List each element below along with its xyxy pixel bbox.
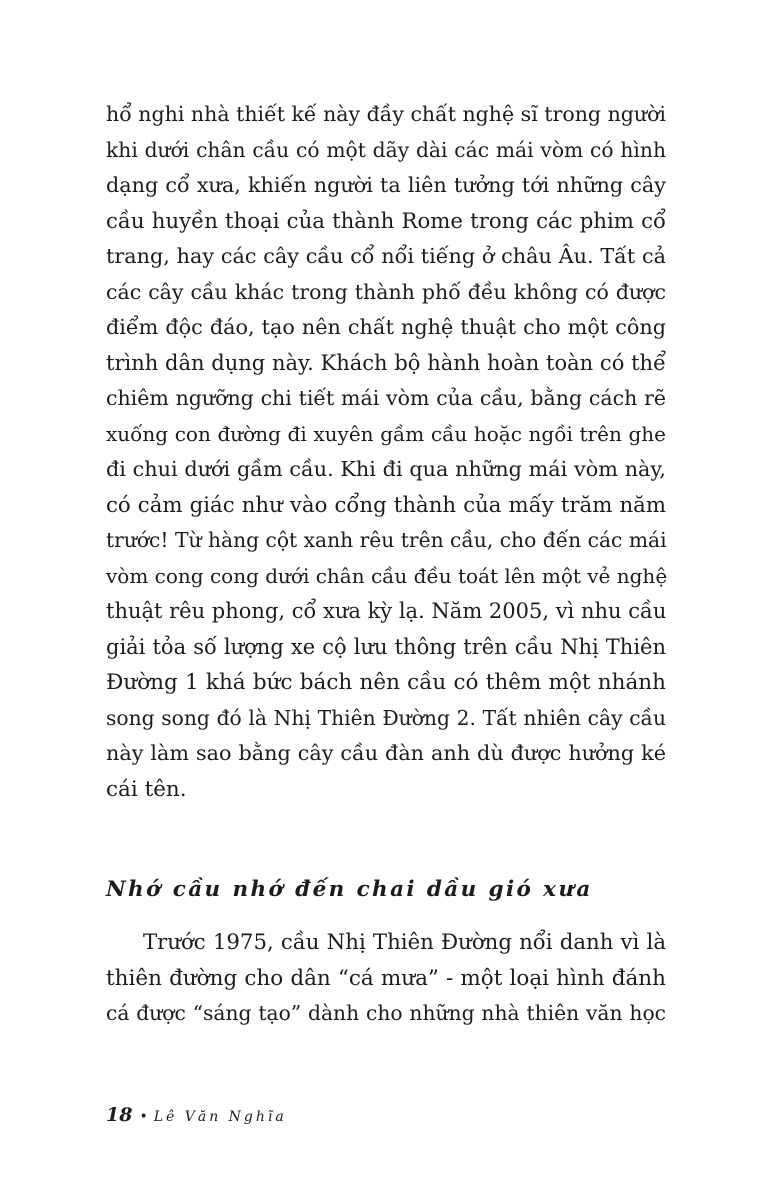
- text-line: thuật rêu phong, cổ xưa kỳ lạ. Năm 2005, vì nhu cầu: [106, 599, 667, 623]
- text-line: các cây cầu khác trong thành phố đều không có được: [106, 279, 666, 304]
- author-name: Lê Văn Nghĩa: [153, 1109, 287, 1125]
- text-line: trang, hay các cây cầu cổ nổi tiếng ở châu Âu. Tất cả: [106, 244, 666, 268]
- text-line: chiêm ngưỡng chi tiết mái vòm của cầu, bằng cách rẽ: [106, 386, 666, 410]
- text-line: khi dưới chân cầu có một dãy dài các mái vòm có hình: [106, 137, 666, 162]
- text-line: điểm độc đáo, tạo nên chất nghệ thuật cho một công: [106, 315, 666, 339]
- body-paragraph-2: [106, 925, 666, 1032]
- section-heading: Nhớ cầu nhớ đến chai dầu gió xưa: [106, 877, 593, 902]
- text-line: song song đó là Nhị Thiên Đường 2. Tất nhiên cây cầu: [106, 705, 666, 730]
- text-line: trình dân dụng này. Khách bộ hành hoàn toàn có thể: [106, 350, 666, 375]
- text-line: giải tỏa số lượng xe cộ lưu thông trên cầu Nhị Thiên: [106, 634, 666, 659]
- text-line: Trước 1975, cầu Nhị Thiên Đường nổi danh vì là: [143, 930, 666, 955]
- page-number: 18: [106, 1104, 133, 1126]
- text-line: Đường 1 khá bức bách nên cầu có thêm một nhánh: [106, 670, 666, 695]
- text-line: có cảm giác như vào cổng thành của mấy trăm năm: [106, 492, 666, 518]
- text-line: thiên đường cho dân “cá mưa” - một loại hình đánh: [106, 965, 666, 991]
- text-line: cầu huyền thoại của thành Rome trong các phim cổ: [106, 208, 666, 234]
- text-line: này làm sao bằng cây cầu đàn anh dù được hưởng ké: [106, 741, 666, 765]
- page-footer: [106, 1100, 287, 1132]
- text-line: hổ nghi nhà thiết kế này đầy chất nghệ sĩ trong người: [106, 102, 666, 126]
- text-line: cái tên.: [106, 776, 187, 802]
- text-line: trước! Từ hàng cột xanh rêu trên cầu, cho đến các mái: [106, 528, 667, 552]
- text-line: xuống con đường đi xuyên gầm cầu hoặc ngồi trên ghe: [106, 421, 666, 446]
- text-line: dạng cổ xưa, khiến người ta liên tưởng tới những cây: [106, 173, 666, 197]
- text-line: cá được “sáng tạo” dành cho những nhà thiên văn học: [106, 1001, 666, 1025]
- text-line: đi chui dưới gầm cầu. Khi đi qua những mái vòm này,: [106, 457, 666, 481]
- body-paragraph-1: [106, 97, 666, 807]
- bullet-separator: •: [139, 1109, 148, 1125]
- text-line: vòm cong cong dưới chân cầu đều toát lên một vẻ nghệ: [106, 563, 668, 588]
